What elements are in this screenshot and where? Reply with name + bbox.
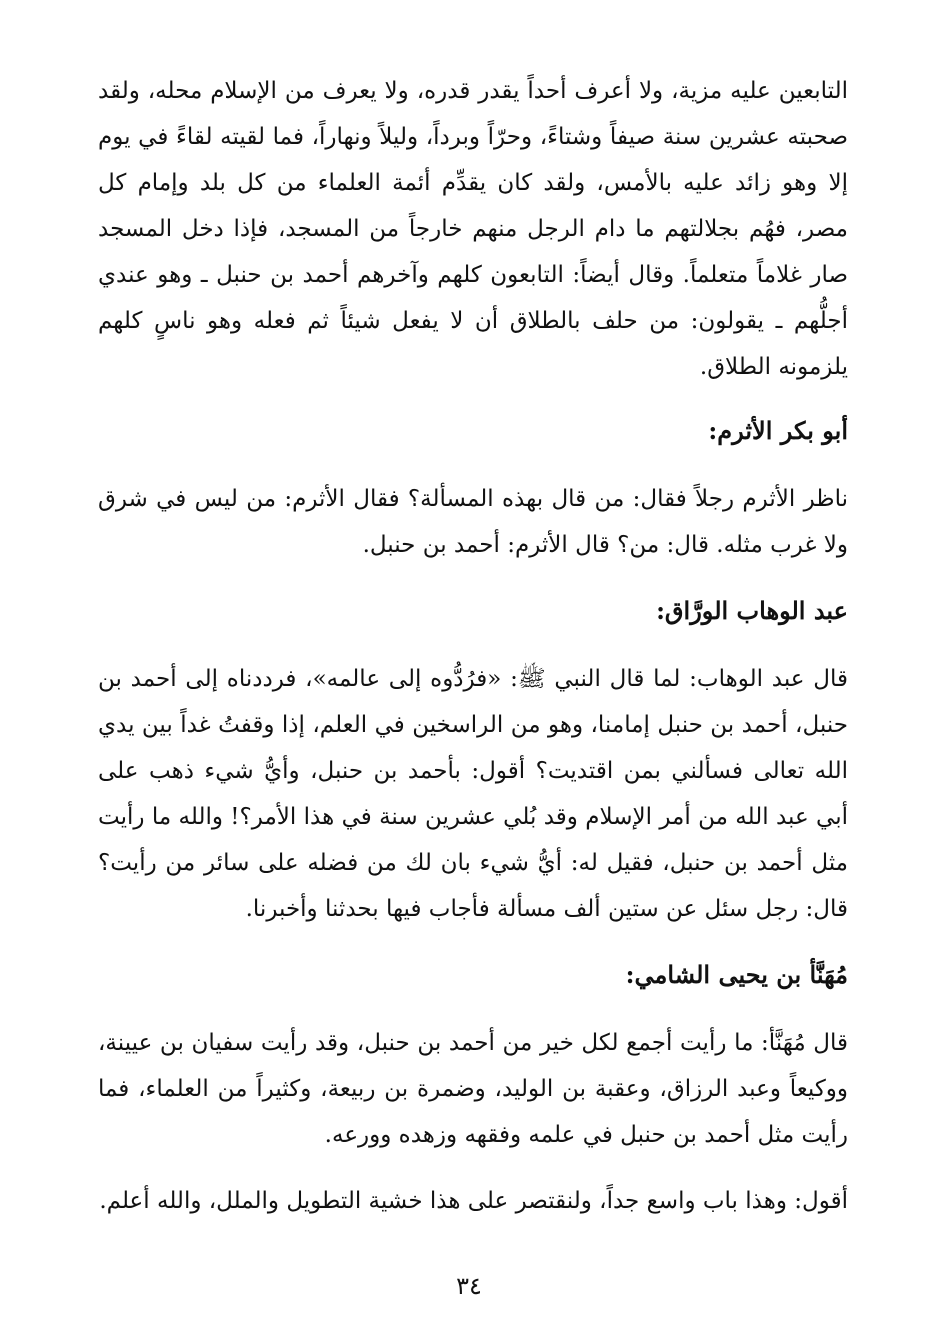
muhanna-paragraph: قال مُهَنَّأ: ما رأيت أجمع لكل خير من أحمد بن حنبل، وقد رأيت سفيان بن عيينة، ووكيعاً وعبد الرزاق، وعقبة بن الوليد، وضمرة بن ربيعة، وكثيراً من العلماء، فما رأيت مثل أحمد بن حنبل في علمه وفقهه وزهده وورعه.	[98, 1030, 848, 1148]
heading-warraq: عبد الوهاب الورَّاق:	[656, 596, 848, 625]
page-number: ٣٤	[456, 1272, 482, 1300]
closing-paragraph: أقول: وهذا باب واسع جداً، ولنقتصر على هذا خشية التطويل والملل، والله أعلم.	[99, 1188, 848, 1214]
heading-athram: أبو بكر الأثرم:	[708, 416, 848, 445]
athram-paragraph: ناظر الأثرم رجلاً فقال: من قال بهذه المسألة؟ فقال الأثرم: من ليس في شرق ولا غرب مثله. قال: من؟ قال الأثرم: أحمد بن حنبل.	[98, 486, 848, 558]
intro-paragraph: التابعين عليه مزية، ولا أعرف أحداً يقدر قدره، ولا يعرف من الإسلام محله، ولقد صحبته عشرين سنة صيفاً وشتاءً، وحرّاً وبرداً، وليلاً ونهاراً، فما لقيته لقاءً في يوم إلا وهو زائد عليه بالأمس، ولقد كان يقدِّم أئمة العلماء من كل بلد وإمام كل مصر، فهُم بجلالتهم ما دام الرجل منهم خارجاً من المسجد، فإذا دخل المسجد صار غلاماً متعلماً. وقال أيضاً: التابعون كلهم وآخرهم أحمد بن حنبل ـ وهو عندي أجلُّهم ـ يقولون: من حلف بالطلاق أن لا يفعل شيئاً ثم فعله وهو ناسٍ كلهم يلزمونه الطلاق.	[98, 78, 848, 380]
page-body	[98, 68, 848, 1224]
heading-muhanna: مُهَنَّأ بن يحيى الشامي:	[625, 960, 848, 989]
warraq-paragraph: قال عبد الوهاب: لما قال النبي ﷺ: «فرُدُّوه إلى عالمه»، فرددناه إلى أحمد بن حنبل، أحمد بن حنبل إمامنا، وهو من الراسخين في العلم، إذا وقفتُ غداً بين يدي الله تعالى فسألني بمن اقتديت؟ أقول: بأحمد بن حنبل، وأيُّ شيء ذهب على أبي عبد الله من أمر الإسلام وقد بُلي عشرين سنة في هذا الأمر؟! والله ما رأيت مثل أحمد بن حنبل، فقيل له: أيُّ شيء بان لك من فضله على سائر من رأيت؟ قال: رجل سئل عن ستين ألف مسألة فأجاب فيها بحدثنا وأخبرنا.	[98, 666, 848, 922]
